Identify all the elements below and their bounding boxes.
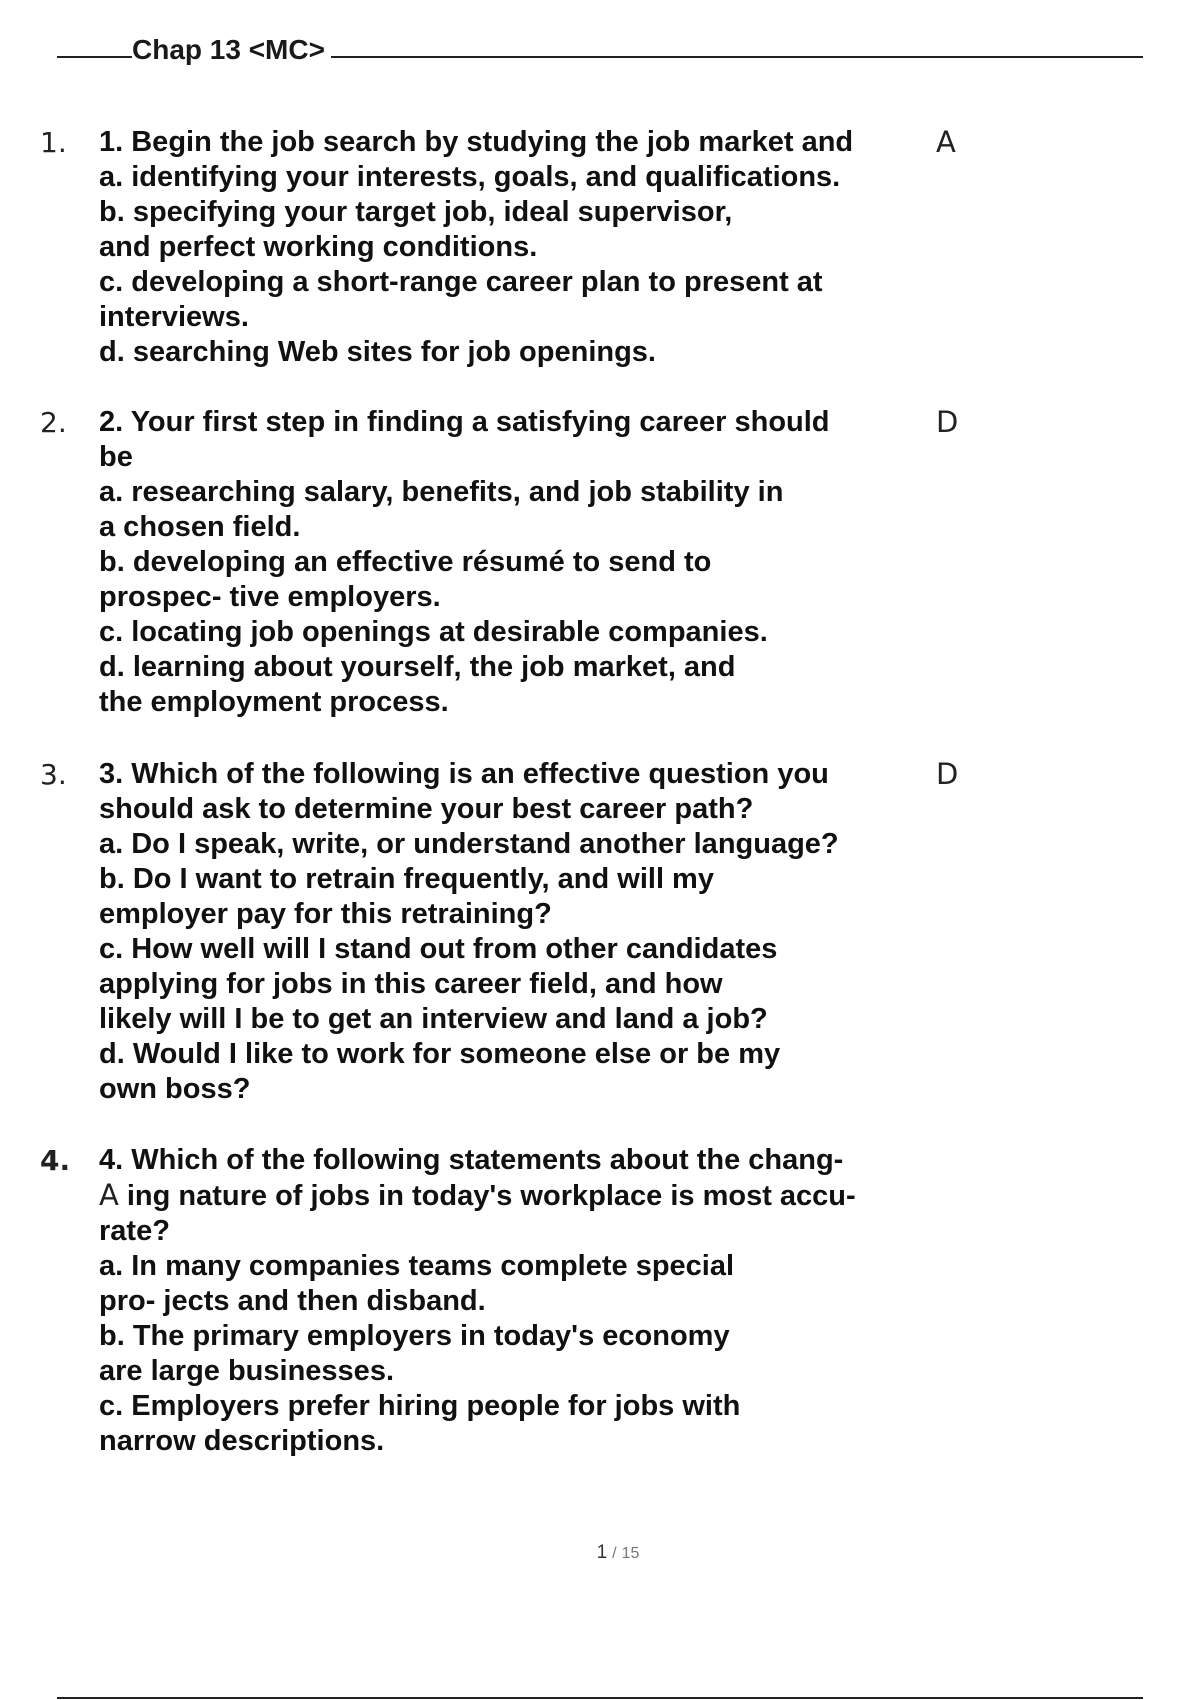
- answer-key: A: [936, 125, 956, 159]
- option-line: and perfect working conditions.: [99, 231, 538, 263]
- option-line: employer pay for this retraining?: [99, 898, 552, 930]
- option-line: narrow descriptions.: [99, 1425, 385, 1457]
- option-line: b. developing an effective résumé to send to: [99, 546, 712, 578]
- option-line: a. identifying your interests, goals, and qualifications.: [99, 161, 841, 193]
- total-page-count: 15: [621, 1545, 640, 1562]
- option-line: interviews.: [99, 301, 249, 333]
- question-stem-line: A ing nature of jobs in today's workplace is most accu-: [99, 1178, 856, 1212]
- page-separator: /: [612, 1545, 617, 1562]
- option-line: likely will I be to get an interview and land a job?: [99, 1003, 768, 1035]
- footer-rule: [57, 1697, 1143, 1699]
- page-indicator: [0, 1542, 1200, 1564]
- question-number: 3.: [40, 758, 67, 791]
- option-line: prospec- tive employers.: [99, 581, 441, 613]
- option-line: a. researching salary, benefits, and job stability in: [99, 476, 784, 508]
- option-line: are large businesses.: [99, 1355, 394, 1387]
- option-line: c. developing a short-range career plan to present at: [99, 266, 823, 298]
- option-line: a chosen field.: [99, 511, 301, 543]
- option-line: b. specifying your target job, ideal supervisor,: [99, 196, 733, 228]
- option-line: b. Do I want to retrain frequently, and will my: [99, 863, 714, 895]
- option-line: c. locating job openings at desirable companies.: [99, 616, 768, 648]
- question-stem-line: 1. Begin the job search by studying the job market and A: [99, 125, 956, 159]
- option-line: applying for jobs in this career field, and how: [99, 968, 723, 1000]
- question-stem-line: should ask to determine your best career path?: [99, 793, 754, 825]
- question-stem-line: be: [99, 441, 133, 473]
- current-page-number: 1: [596, 1542, 608, 1563]
- question-stem-line: 4. Which of the following statements about the chang-: [99, 1144, 844, 1176]
- option-line: the employment process.: [99, 686, 449, 718]
- option-line: d. searching Web sites for job openings.: [99, 336, 656, 368]
- question-number: 2.: [40, 406, 67, 439]
- option-line: b. The primary employers in today's economy: [99, 1320, 730, 1352]
- question-body: [99, 1143, 979, 1459]
- document-title: Chap 13 <MC>: [132, 34, 331, 66]
- option-line: c. How well will I stand out from other candidates: [99, 933, 778, 965]
- option-line: c. Employers prefer hiring people for jobs with: [99, 1390, 741, 1422]
- question-body: [99, 125, 979, 370]
- option-line: a. Do I speak, write, or understand another language?: [99, 828, 839, 860]
- answer-key: D: [936, 405, 959, 439]
- question-body: [99, 757, 979, 1107]
- question-body: [99, 405, 979, 720]
- answer-key: A: [99, 1178, 119, 1212]
- question-number: 1.: [40, 126, 67, 159]
- option-line: d. learning about yourself, the job market, and: [99, 651, 736, 683]
- answer-key: D: [936, 757, 959, 791]
- option-line: d. Would I like to work for someone else or be my: [99, 1038, 781, 1070]
- question-stem-line: rate?: [99, 1215, 170, 1247]
- question-number: 4.: [40, 1144, 71, 1177]
- option-line: own boss?: [99, 1073, 251, 1105]
- option-line: a. In many companies teams complete special: [99, 1250, 735, 1282]
- option-line: pro- jects and then disband.: [99, 1285, 486, 1317]
- question-stem-line: 3. Which of the following is an effective question you D: [99, 757, 959, 791]
- question-stem-line: 2. Your first step in finding a satisfying career should D: [99, 405, 959, 439]
